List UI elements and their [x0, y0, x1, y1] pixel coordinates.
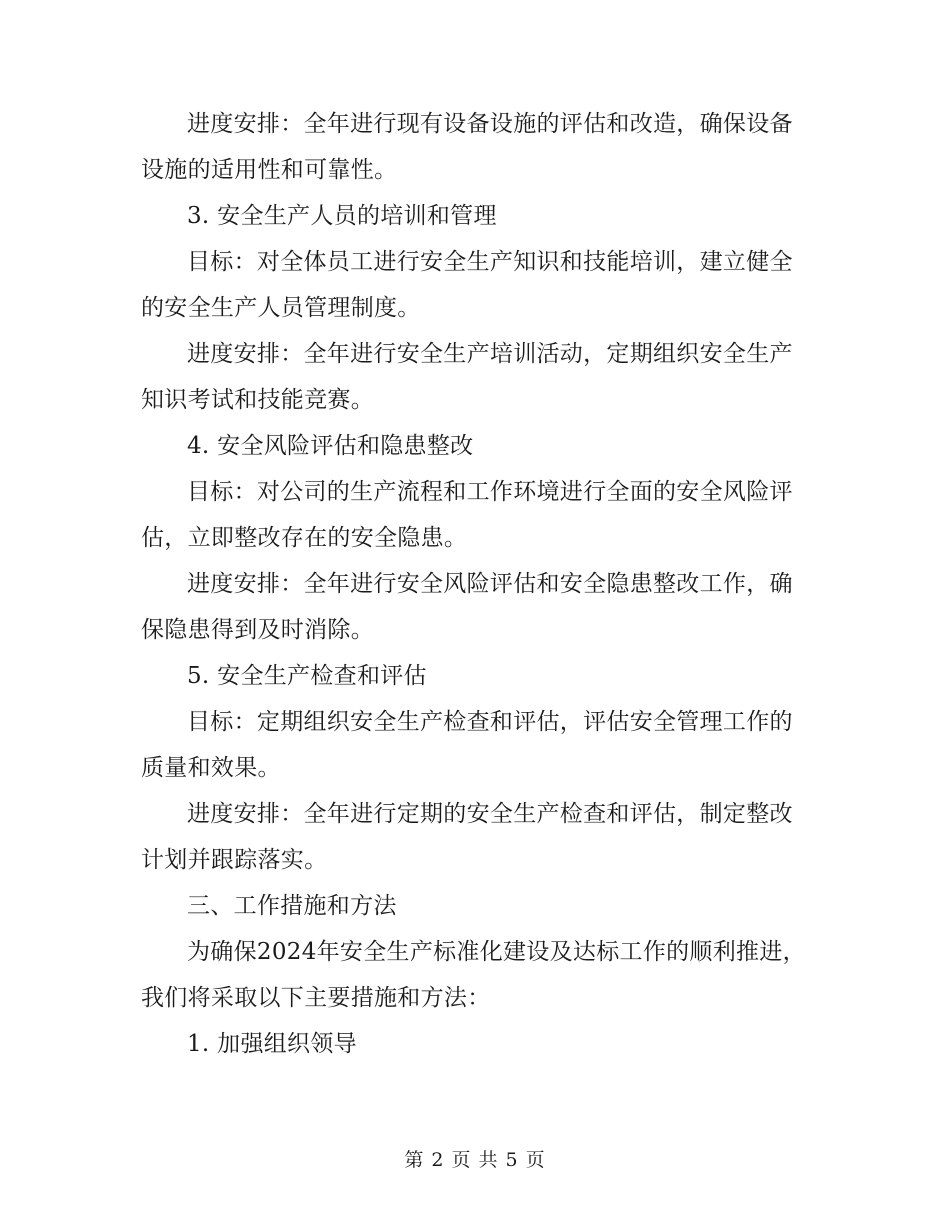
paragraph-schedule-training: 进度安排：全年进行安全生产培训活动，定期组织安全生产知识考试和技能竞赛。	[141, 341, 793, 413]
document-body	[141, 101, 806, 1067]
paragraph-goal-risk: 目标：对公司的生产流程和工作环境进行全面的安全风险评估，立即整改存在的安全隐患。	[141, 479, 793, 551]
paragraph-schedule-risk: 进度安排：全年进行安全风险评估和安全隐患整改工作，确保隐患得到及时消除。	[141, 571, 793, 643]
paragraph-schedule-equipment: 进度安排：全年进行现有设备设施的评估和改造，确保设备设施的适用性和可靠性。	[141, 111, 793, 183]
heading-staff-training: 3. 安全生产人员的培训和管理	[187, 203, 497, 229]
section-heading-measures: 三、工作措施和方法	[187, 893, 397, 919]
page-number-footer: 第 2 页 共 5 页	[404, 1149, 546, 1171]
paragraph-goal-training: 目标：对全体员工进行安全生产知识和技能培训，建立健全的安全生产人员管理制度。	[141, 249, 793, 321]
heading-inspection: 5. 安全生产检查和评估	[187, 663, 427, 689]
paragraph-schedule-inspection: 进度安排：全年进行定期的安全生产检查和评估，制定整改计划并跟踪落实。	[141, 801, 793, 873]
paragraph-measures-intro: 为确保2024年安全生产标准化建设及达标工作的顺利推进，我们将采取以下主要措施和方法：	[141, 939, 806, 1011]
paragraph-goal-inspection: 目标：定期组织安全生产检查和评估，评估安全管理工作的质量和效果。	[141, 709, 793, 781]
heading-leadership: 1. 加强组织领导	[187, 1031, 357, 1057]
heading-risk-assessment: 4. 安全风险评估和隐患整改	[187, 433, 474, 459]
